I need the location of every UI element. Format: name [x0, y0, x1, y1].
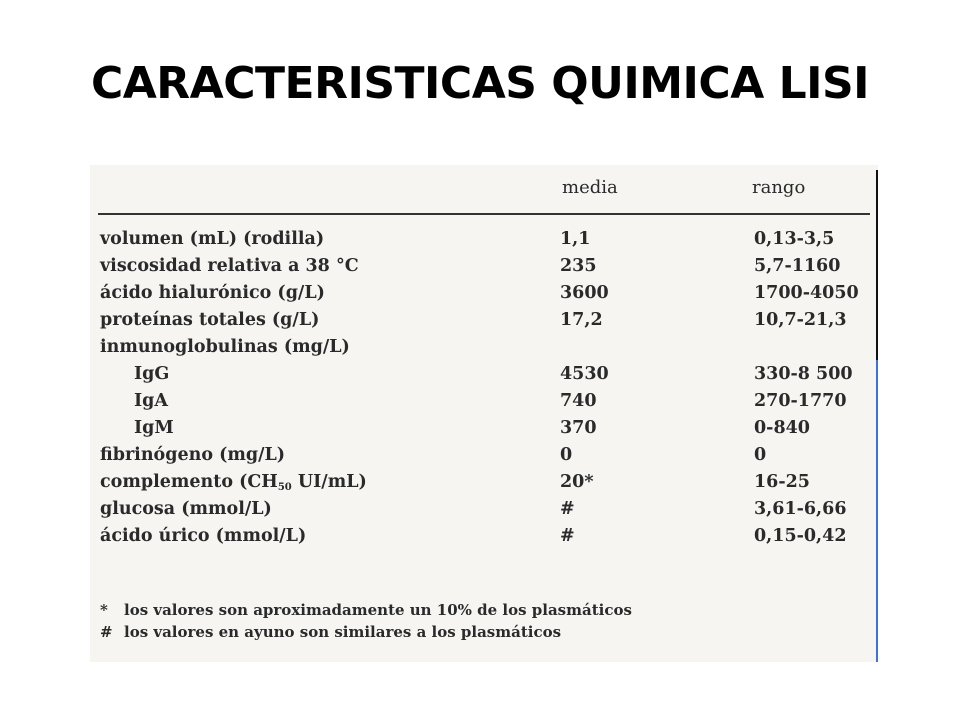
- scan-border-right-blue: [876, 360, 878, 662]
- row-label: viscosidad relativa a 38 °C: [100, 256, 359, 276]
- header-rango: rango: [752, 177, 806, 198]
- table-body: [90, 229, 870, 553]
- footnote-mark: *: [100, 601, 108, 619]
- table-row: [90, 418, 870, 445]
- row-label: ácido hialurónico (g/L): [100, 283, 325, 303]
- table-row: [90, 256, 870, 283]
- slide-title: CARACTERISTICAS QUIMICA LISI: [90, 58, 870, 109]
- row-label: ácido úrico (mmol/L): [100, 526, 307, 546]
- footnote: [100, 599, 632, 621]
- table-row: [90, 283, 870, 310]
- scanned-table-image: [90, 165, 878, 662]
- row-media: 740: [560, 391, 597, 411]
- row-media: 235: [560, 256, 597, 276]
- table-row: [90, 499, 870, 526]
- row-media: 1,1: [560, 229, 591, 249]
- row-media: 0: [560, 445, 573, 465]
- table-row: [90, 526, 870, 553]
- row-label: IgG: [134, 364, 170, 384]
- footnote: [100, 621, 632, 643]
- row-media: 4530: [560, 364, 609, 384]
- row-rango: 10,7-21,3: [754, 310, 847, 330]
- row-rango: 0-840: [754, 418, 810, 438]
- row-media: #: [560, 499, 575, 519]
- row-media: 3600: [560, 283, 609, 303]
- row-label: volumen (mL) (rodilla): [100, 229, 325, 249]
- table-row: [90, 310, 870, 337]
- row-rango: 0: [754, 445, 767, 465]
- row-label: proteínas totales (g/L): [100, 310, 320, 330]
- header-media: media: [562, 177, 618, 198]
- row-rango: 16-25: [754, 472, 810, 492]
- row-rango: 3,61-6,66: [754, 499, 847, 519]
- row-rango: 0,13-3,5: [754, 229, 835, 249]
- row-label: glucosa (mmol/L): [100, 499, 272, 519]
- footnote-text: los valores son aproximadamente un 10% de los plasmáticos: [124, 601, 632, 619]
- table-row: [90, 445, 870, 472]
- row-media: 17,2: [560, 310, 603, 330]
- row-label-end: UI/mL): [291, 472, 367, 492]
- row-label: fibrinógeno (mg/L): [100, 445, 286, 465]
- row-rango: 1700-4050: [754, 283, 859, 303]
- row-media: 20*: [560, 472, 594, 492]
- row-label-subscript: 50: [277, 482, 292, 493]
- table-row-group: [90, 337, 870, 364]
- scan-border-right: [876, 170, 878, 360]
- row-label: IgM: [134, 418, 174, 438]
- row-media: 370: [560, 418, 597, 438]
- row-rango: 0,15-0,42: [754, 526, 847, 546]
- row-label-main: complemento (CH: [100, 472, 278, 492]
- table-row: [90, 229, 870, 256]
- header-rule: [98, 213, 870, 215]
- row-media: #: [560, 526, 575, 546]
- row-label: [100, 472, 367, 493]
- footnote-text: los valores en ayuno son similares a los plasmáticos: [124, 623, 562, 641]
- row-rango: 5,7-1160: [754, 256, 841, 276]
- table-row: [90, 391, 870, 418]
- table-row: [90, 364, 870, 391]
- row-label: IgA: [134, 391, 169, 411]
- table-row: [90, 472, 870, 499]
- row-label: inmunoglobulinas (mg/L): [100, 337, 350, 357]
- footnote-mark: #: [100, 623, 113, 641]
- row-rango: 330-8 500: [754, 364, 853, 384]
- table-footnotes: [100, 599, 632, 643]
- row-rango: 270-1770: [754, 391, 847, 411]
